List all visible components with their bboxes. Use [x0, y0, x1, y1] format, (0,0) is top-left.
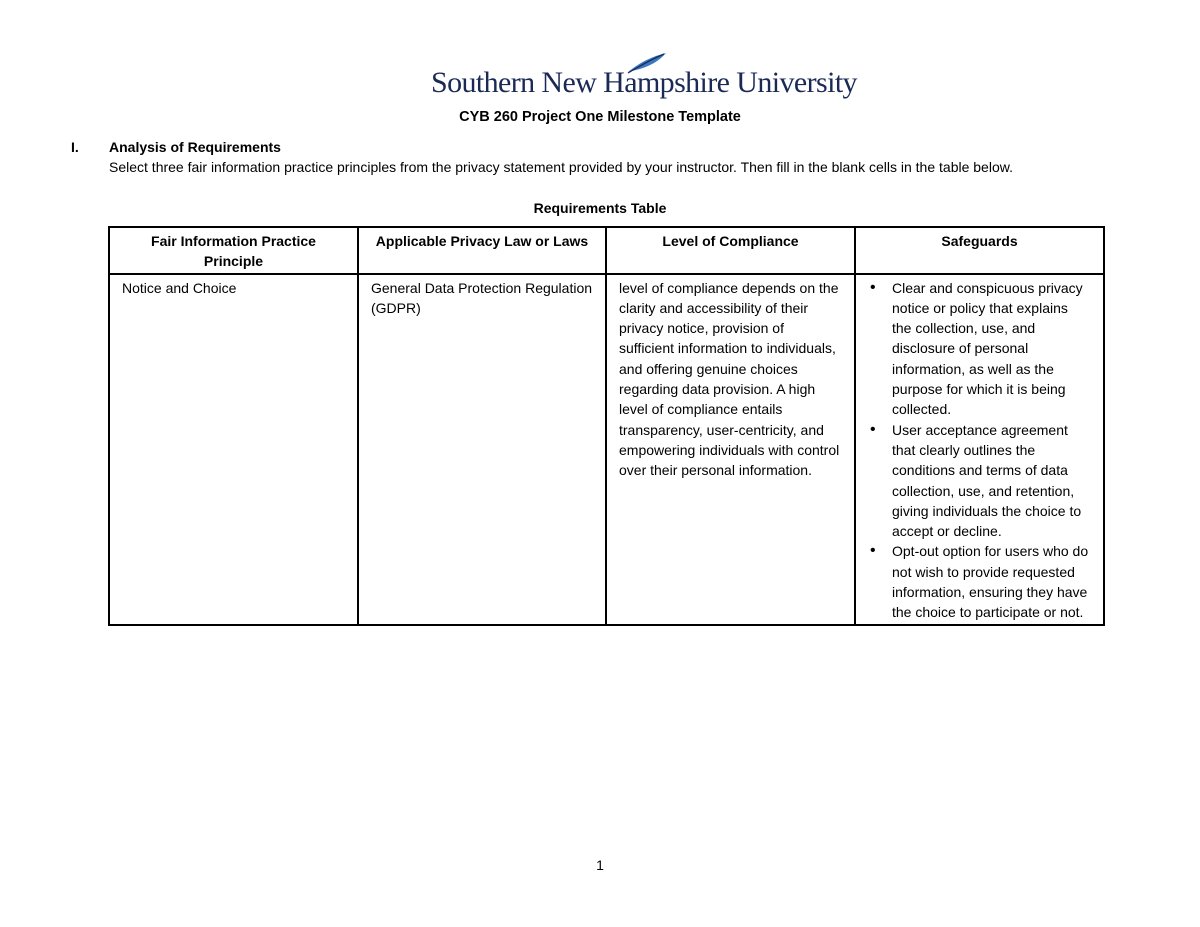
cell-principle: Notice and Choice	[109, 274, 358, 625]
column-header-compliance: Level of Compliance	[606, 227, 855, 274]
university-logo	[431, 52, 857, 104]
safeguards-list	[868, 278, 1091, 623]
column-header-principle: Fair Information Practice Principle	[109, 227, 358, 274]
cell-law: General Data Protection Regulation (GDPR)	[358, 274, 606, 625]
page-number: 1	[596, 857, 604, 873]
logo-wordmark: Southern New Hampshire University	[431, 66, 857, 99]
table-row	[109, 274, 1104, 625]
column-header-safeguards: Safeguards	[855, 227, 1104, 274]
section-heading: Analysis of Requirements	[109, 139, 281, 155]
requirements-table	[108, 226, 1105, 626]
cell-safeguards	[855, 274, 1104, 625]
column-header-law: Applicable Privacy Law or Laws	[358, 227, 606, 274]
cell-compliance: level of compliance depends on the clarity and accessibility of their privacy notice, provision of sufficient information to individuals, and offering genuine choices regarding data provision. A high level of compliance entails transparency, user-centricity, and empowering individuals with control over their personal information.	[606, 274, 855, 625]
section-instructions: Select three fair information practice principles from the privacy statement provided by your instructor. Then fill in the blank cells in the table below.	[109, 159, 1013, 175]
section-number: I.	[71, 139, 79, 155]
list-item: • Opt-out option for users who do not wish to provide requested information, ensuring they have the choice to participate or not.	[868, 541, 1091, 622]
document-title: CYB 260 Project One Milestone Template	[459, 109, 741, 125]
list-item: • User acceptance agreement that clearly outlines the conditions and terms of data collection, use, and retention, giving individuals the choice to accept or decline.	[868, 420, 1091, 542]
table-header-row	[109, 227, 1104, 274]
list-item: • Clear and conspicuous privacy notice or policy that explains the collection, use, and disclosure of personal information, as well as the purpose for which it is being collected.	[868, 278, 1091, 420]
table-caption: Requirements Table	[533, 200, 667, 216]
